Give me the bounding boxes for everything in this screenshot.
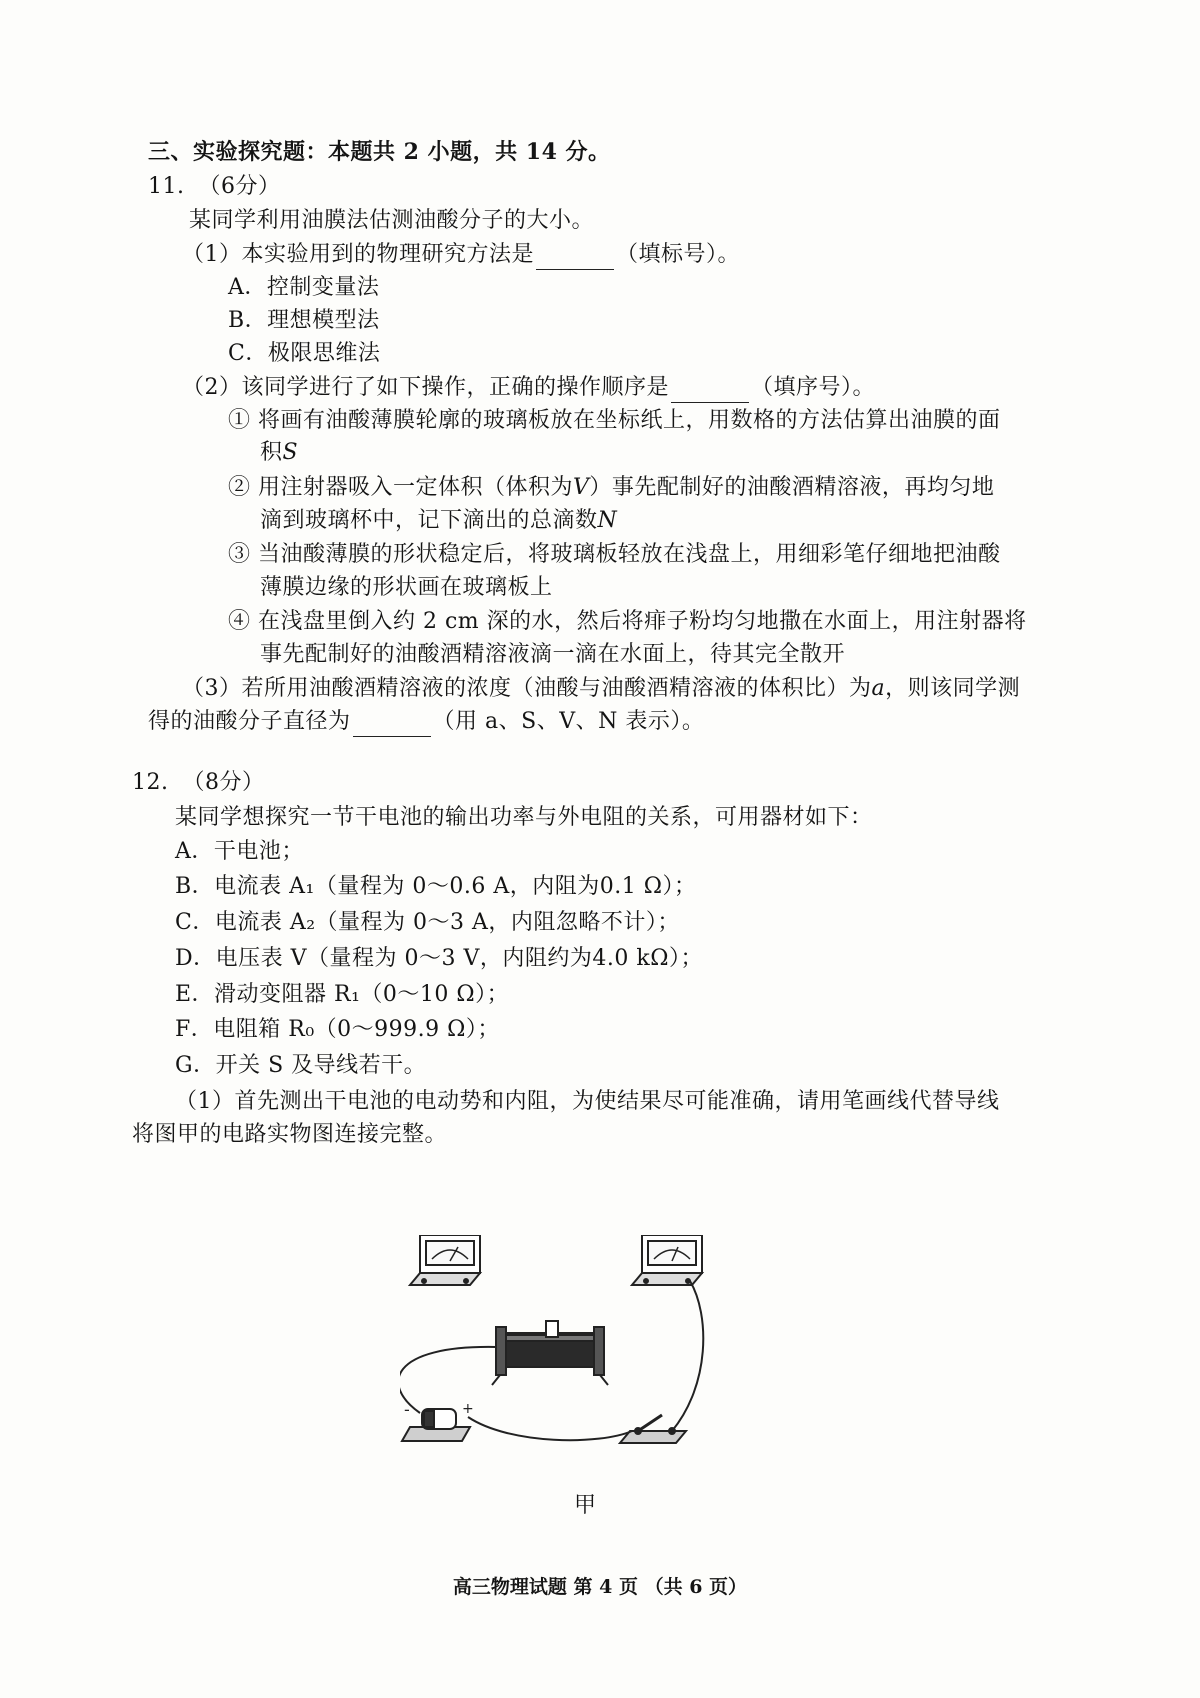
q12-part1-line1: （1）首先测出干电池的电动势和内阻，为使结果尽可能准确，请用笔画线代替导线: [175, 1089, 1000, 1114]
variable-s: S: [282, 440, 299, 465]
q12-header: [132, 768, 265, 798]
q12-score: （8分）: [182, 770, 265, 795]
rheostat-icon[interactable]: [492, 1321, 608, 1385]
q11-step2-line2: [260, 506, 617, 536]
q11-part2: [182, 373, 875, 403]
q11-step1-line2: [260, 438, 298, 468]
variable-n: N: [597, 508, 618, 533]
q12-item-g: G．开关 S 及导线若干。: [175, 1053, 427, 1078]
q11-part2-prefix: （2）该同学进行了如下操作，正确的操作顺序是: [182, 375, 669, 400]
step-text: 积: [260, 440, 283, 465]
q12-item-a: A．干电池；: [175, 839, 304, 864]
variable-v: V: [573, 475, 590, 500]
page-footer: 高三物理试题 第 4 页 （共 6 页）: [452, 1576, 748, 1598]
step-text: ）事先配制好的油酸酒精溶液，再均匀地: [589, 475, 995, 500]
circuit-figure: [400, 1235, 720, 1480]
answer-blank[interactable]: [536, 247, 614, 270]
variable-a: a: [871, 676, 886, 701]
connecting-wire[interactable]: [468, 1417, 632, 1440]
connecting-wire[interactable]: [400, 1347, 496, 1413]
q12-item-b: B．电流表 A₁（量程为 0～0.6 A，内阻为0.1 Ω）；: [175, 874, 697, 899]
q12-intro: 某同学想探究一节干电池的输出功率与外电阻的关系，可用器材如下：: [175, 805, 873, 830]
q12-part1-line2: 将图甲的电路实物图连接完整。: [132, 1122, 448, 1147]
q11-score: （6分）: [198, 174, 281, 199]
section-heading: 三、实验探究题：本题共 2 小题，共 14 分。: [148, 139, 611, 165]
answer-blank[interactable]: [353, 714, 431, 737]
q11-step3-line1: ③ 当油酸薄膜的形状稳定后，将玻璃板轻放在浅盘上，用细彩笔仔细地把油酸: [228, 542, 1001, 567]
q11-number: 11.: [148, 174, 185, 199]
q11-step2-line1: [228, 473, 994, 503]
q11-header: [148, 172, 281, 202]
ammeter-a1-icon[interactable]: [410, 1235, 480, 1285]
q11-step4-line1: ④ 在浅盘里倒入约 2 cm 深的水，然后将痱子粉均匀地撒在水面上，用注射器将: [228, 609, 1027, 634]
q11-part2-suffix: （填序号）。: [751, 375, 876, 400]
q11-step1-line1: ① 将画有油酸薄膜轮廓的玻璃板放在坐标纸上，用数格的方法估算出油膜的面: [228, 408, 1001, 433]
q11-part1-suffix: （填标号）。: [616, 242, 741, 267]
svg-text:-: -: [404, 1400, 410, 1419]
q12-item-c: C．电流表 A₂（量程为 0～3 A，内阻忽略不计）；: [175, 910, 680, 935]
answer-blank[interactable]: [671, 380, 749, 403]
bleed-through-text: [930, 140, 970, 169]
q11-step4-line2: 事先配制好的油酸酒精溶液滴一滴在水面上，待其完全散开: [260, 642, 846, 667]
switch-icon[interactable]: [620, 1415, 686, 1443]
q11-option-b: B．理想模型法: [228, 308, 380, 333]
step-text: 滴到玻璃杯中，记下滴出的总滴数: [260, 508, 598, 533]
q11-part3-line2: [148, 707, 704, 737]
voltmeter-icon[interactable]: [632, 1235, 702, 1285]
svg-text:+: +: [462, 1401, 474, 1417]
step-text: ② 用注射器吸入一定体积（体积为: [228, 475, 573, 500]
q12-number: 12.: [132, 770, 169, 795]
q11-step3-line2: 薄膜边缘的形状画在玻璃板上: [260, 575, 553, 600]
q12-item-e: E．滑动变阻器 R₁（0～10 Ω）；: [175, 982, 510, 1007]
q11-part1-prefix: （1）本实验用到的物理研究方法是: [182, 242, 534, 267]
q11-part3-line1: [182, 674, 1020, 704]
connecting-wire[interactable]: [672, 1281, 703, 1431]
q12-item-d: D．电压表 V（量程为 0～3 V，内阻约为4.0 kΩ）；: [175, 946, 703, 971]
q12-item-f: F．电阻箱 R₀（0～999.9 Ω）；: [175, 1017, 500, 1042]
part3-text: （3）若所用油酸酒精溶液的浓度（油酸与油酸酒精溶液的体积比）为: [182, 676, 872, 701]
q11-part1: [182, 240, 740, 270]
part3-text: （用 a、S、V、N 表示）。: [432, 709, 705, 734]
q11-option-c: C．极限思维法: [228, 341, 381, 366]
figure-label: 甲: [574, 1493, 597, 1518]
q11-intro: 某同学利用油膜法估测油酸分子的大小。: [189, 208, 595, 233]
q11-option-a: A．控制变量法: [228, 275, 380, 300]
part3-text: 得的油酸分子直径为: [148, 709, 351, 734]
part3-text: ，则该同学测: [885, 676, 1021, 701]
